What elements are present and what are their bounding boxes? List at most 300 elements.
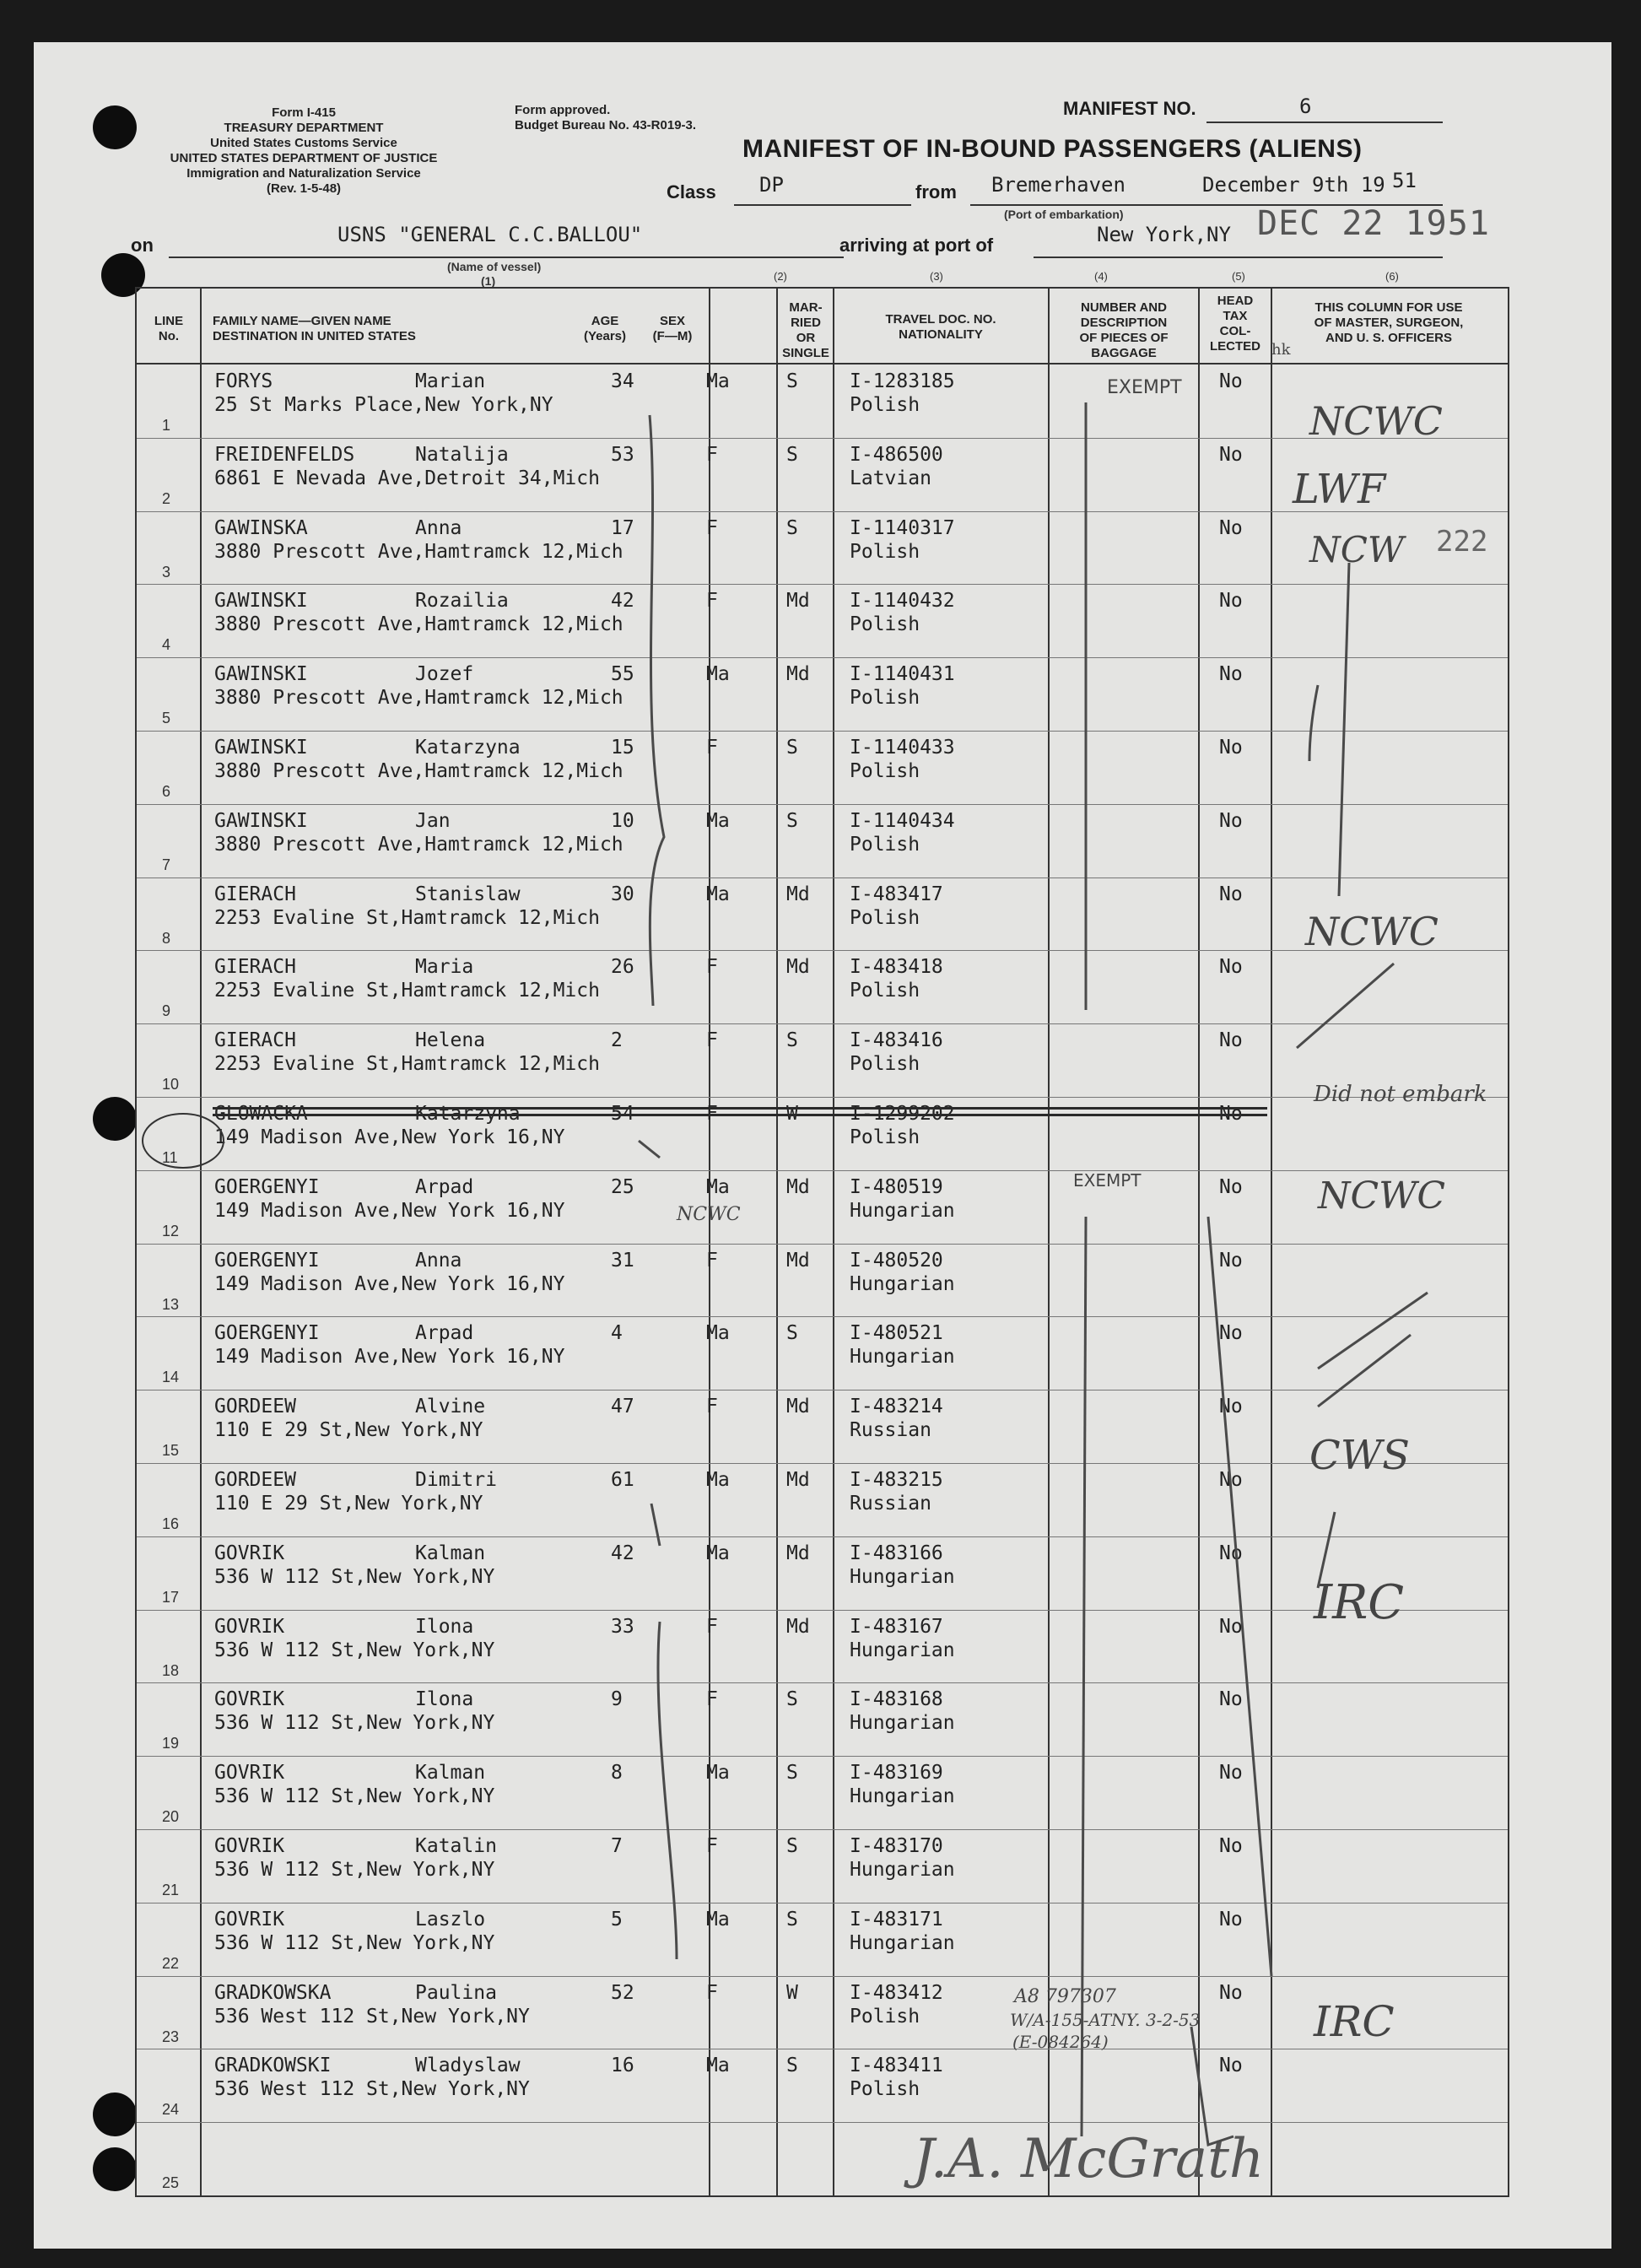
given-name: Katarzyna (415, 1103, 521, 1125)
sex: Ma (706, 2055, 730, 2077)
travel-doc-no: I-483168 (850, 1688, 943, 1711)
sex: Ma (706, 1469, 730, 1491)
nationality: Polish (850, 833, 920, 856)
nationality: Hungarian (850, 1272, 955, 1295)
sex: F (706, 1615, 718, 1638)
col-travel-doc: TRAVEL DOC. NO. NATIONALITY (885, 312, 996, 342)
destination: 536 W 112 St,New York,NY (214, 1859, 495, 1881)
vessel-name: USNS "GENERAL C.C.BALLOU" (337, 223, 643, 246)
on-label: on (131, 235, 154, 256)
age: 10 (611, 809, 634, 832)
line-number: 25 (162, 2174, 180, 2192)
nationality: Polish (850, 613, 920, 636)
nationality: Hungarian (850, 1931, 955, 1954)
destination: 3880 Prescott Ave,Hamtramck 12,Mich (214, 833, 623, 856)
nationality: Polish (850, 2005, 920, 2028)
from-label: from (915, 181, 957, 202)
destination: 2253 Evaline St,Hamtramck 12,Mich (214, 980, 600, 1002)
age: 34 (611, 370, 634, 392)
head-tax: No (1219, 1542, 1243, 1564)
class-label: Class (667, 181, 716, 202)
marital-status: Md (786, 1469, 810, 1491)
given-name: Marian (415, 370, 486, 392)
head-tax: No (1219, 1688, 1243, 1711)
baggage-note: W/A-155-ATNY. 3-2-53 (1010, 2010, 1201, 2030)
head-tax: No (1219, 1762, 1243, 1785)
vessel-colnum: (1) (481, 274, 496, 288)
destination: 536 W 112 St,New York,NY (214, 1565, 495, 1588)
travel-doc-no: I-1140434 (850, 809, 955, 832)
nationality: Hungarian (850, 1785, 955, 1808)
line-number: 12 (162, 1222, 180, 1239)
head-tax: No (1219, 2055, 1243, 2077)
age: 61 (611, 1469, 634, 1491)
given-name: Dimitri (415, 1469, 497, 1491)
destination: 536 W 112 St,New York,NY (214, 1785, 495, 1808)
line-number: 21 (162, 1882, 180, 1898)
sex: Ma (706, 883, 730, 905)
travel-doc-no: I-483214 (850, 1396, 943, 1418)
given-name: Anna (415, 1249, 462, 1272)
baggage-note: (E-084264) (1012, 2032, 1109, 2052)
travel-doc-no: I-483169 (850, 1762, 943, 1785)
head-tax: No (1219, 1103, 1243, 1125)
family-name: GAWINSKI (214, 809, 308, 832)
given-name: Laszlo (415, 1908, 486, 1930)
family-name: GRADKOWSKI (214, 2055, 332, 2077)
given-name: Arpad (415, 1175, 474, 1198)
col-age: AGE (Years) (583, 314, 627, 343)
age: 7 (611, 1835, 623, 1857)
head-tax: No (1219, 1908, 1243, 1930)
marital-status: Md (786, 663, 810, 686)
marital-status: W (786, 1103, 798, 1125)
head-tax: No (1219, 883, 1243, 905)
sex: Ma (706, 1542, 730, 1564)
family-name: GAWINSKA (214, 516, 308, 539)
col-line-no: LINE No. (154, 314, 184, 343)
age: 47 (611, 1396, 634, 1418)
marital-status: S (786, 516, 798, 539)
marital-status: S (786, 737, 798, 759)
destination: 6861 E Nevada Ave,Detroit 34,Mich (214, 467, 600, 489)
marital-status: Md (786, 1249, 810, 1272)
class-value: DP (759, 173, 784, 197)
age: 16 (611, 2055, 634, 2077)
travel-doc-no: I-483170 (850, 1835, 943, 1857)
line-number: 11 (162, 1149, 178, 1166)
manifest-no: 6 (1299, 94, 1312, 118)
family-name: GAWINSKI (214, 737, 308, 759)
line-number: 16 (162, 1515, 180, 1532)
sex: F (706, 590, 718, 613)
family-name: GIERACH (214, 956, 296, 979)
port-caption: (Port of embarkation) (1004, 208, 1124, 221)
destination: 110 E 29 St,New York,NY (214, 1419, 483, 1442)
marital-status: S (786, 1029, 798, 1052)
age: 15 (611, 737, 634, 759)
sex: F (706, 443, 718, 466)
age: 31 (611, 1249, 634, 1272)
agency-note: NCWC (677, 1204, 741, 1225)
destination: 3880 Prescott Ave,Hamtramck 12,Mich (214, 613, 623, 636)
sex: Ma (706, 1322, 730, 1345)
nationality: Polish (850, 760, 920, 782)
travel-doc-no: I-483418 (850, 956, 943, 979)
age: 42 (611, 590, 634, 613)
travel-doc-no: I-483167 (850, 1615, 943, 1638)
given-name: Paulina (415, 1981, 497, 2004)
nationality: Polish (850, 980, 920, 1002)
destination: 3880 Prescott Ave,Hamtramck 12,Mich (214, 687, 623, 710)
destination: 536 W 112 St,New York,NY (214, 1931, 495, 1954)
nationality: Polish (850, 2078, 920, 2101)
arriving-port: New York,NY (1097, 223, 1231, 246)
line-number: 4 (162, 636, 171, 654)
travel-doc-no: I-1140433 (850, 737, 955, 759)
destination: 149 Madison Ave,New York 16,NY (214, 1272, 565, 1295)
travel-doc-no: I-480520 (850, 1249, 943, 1272)
travel-doc-no: I-1140432 (850, 590, 955, 613)
col-num-2: (2) (774, 270, 787, 283)
head-tax: No (1219, 590, 1243, 613)
given-name: Rozailia (415, 590, 509, 613)
head-tax: No (1219, 956, 1243, 979)
sex: F (706, 1835, 718, 1857)
col-officers: THIS COLUMN FOR USE OF MASTER, SURGEON, AND U. S. OFFICERS (1314, 300, 1464, 345)
col-sex: SEX (F—M) (652, 314, 693, 343)
line-number: 13 (162, 1295, 180, 1313)
line-number: 3 (162, 563, 171, 580)
manifest-no-label: MANIFEST NO. (1063, 98, 1196, 119)
line-number: 17 (162, 1588, 180, 1606)
marital-status: W (786, 1981, 798, 2004)
marital-status: Md (786, 1175, 810, 1198)
vessel-caption: (Name of vessel) (447, 260, 542, 273)
marital-status: Md (786, 1396, 810, 1418)
agency-note: CWS (1309, 1432, 1410, 1479)
head-tax: No (1219, 1615, 1243, 1638)
agency-note: NCWC (1309, 398, 1443, 444)
age: 30 (611, 883, 634, 905)
given-name: Ilona (415, 1615, 474, 1638)
officer-signature: J.A. McGrath (913, 2128, 1265, 2190)
destination: 110 E 29 St,New York,NY (214, 1493, 483, 1515)
travel-doc-no: I-480521 (850, 1322, 943, 1345)
travel-doc-no: I-483416 (850, 1029, 943, 1052)
line-number: 18 (162, 1661, 180, 1679)
marital-status: S (786, 1908, 798, 1930)
marital-status: S (786, 1835, 798, 1857)
given-name: Ilona (415, 1688, 474, 1711)
form-approved-note: Form approved. Budget Bureau No. 43-R019-3. (515, 103, 697, 132)
punch-hole (93, 2147, 137, 2191)
family-name: GOERGENYI (214, 1322, 320, 1345)
arriving-label: arriving at port of (839, 235, 994, 256)
agency-note: LWF (1293, 466, 1386, 513)
marital-status: Md (786, 1542, 810, 1564)
pencil-marks (137, 289, 1508, 2195)
marital-status: S (786, 1688, 798, 1711)
family-name: GOVRIK (214, 1688, 285, 1711)
age: 53 (611, 443, 634, 466)
sex: Ma (706, 663, 730, 686)
travel-doc-no: I-1140317 (850, 516, 955, 539)
destination: 3880 Prescott Ave,Hamtramck 12,Mich (214, 760, 623, 782)
family-name: GLOWACKA (214, 1103, 308, 1125)
travel-doc-no: I-1299202 (850, 1103, 955, 1125)
form-agency-block: Form I-415 TREASURY DEPARTMENT United States Customs Service UNITED STATES DEPARTMENT OF JUSTICE Immigration and Naturalization Service (Rev. 1-5-48) (170, 105, 438, 196)
sex: Ma (706, 809, 730, 832)
travel-doc-no: I-483215 (850, 1469, 943, 1491)
line-number: 10 (162, 1076, 180, 1094)
travel-doc-no: I-483411 (850, 2055, 943, 2077)
nationality: Hungarian (850, 1346, 955, 1369)
nationality: Hungarian (850, 1639, 955, 1661)
marital-status: Md (786, 1615, 810, 1638)
sailing-year: 51 (1392, 169, 1417, 192)
nationality: Hungarian (850, 1859, 955, 1881)
head-tax: No (1219, 1469, 1243, 1491)
age: 52 (611, 1981, 634, 2004)
family-name: GOVRIK (214, 1908, 285, 1930)
head-tax: No (1219, 1322, 1243, 1345)
family-name: GORDEEW (214, 1469, 296, 1491)
destination: 2253 Evaline St,Hamtramck 12,Mich (214, 906, 600, 929)
line-number: 5 (162, 710, 171, 727)
strikethrough (213, 1107, 1267, 1110)
given-name: Wladyslaw (415, 2055, 521, 2077)
sex: F (706, 1103, 718, 1125)
family-name: FORYS (214, 370, 273, 392)
age: 42 (611, 1542, 634, 1564)
nationality: Russian (850, 1419, 931, 1442)
age: 5 (611, 1908, 623, 1930)
marital-status: Md (786, 590, 810, 613)
punch-hole (93, 1097, 137, 1141)
head-tax: No (1219, 443, 1243, 466)
col-married: MAR- RIED OR SINGLE (782, 300, 829, 360)
given-name: Katarzyna (415, 737, 521, 759)
nationality: Polish (850, 540, 920, 563)
given-name: Anna (415, 516, 462, 539)
head-tax: No (1219, 737, 1243, 759)
nationality: Latvian (850, 467, 931, 489)
nationality: Polish (850, 394, 920, 416)
col-num-3: (3) (930, 270, 943, 283)
family-name: GIERACH (214, 883, 296, 905)
manifest-page (34, 42, 1611, 2249)
age: 54 (611, 1103, 634, 1125)
age: 17 (611, 516, 634, 539)
destination: 536 W 112 St,New York,NY (214, 1639, 495, 1661)
baggage-exempt-stamp: EXEMPT (1073, 1170, 1142, 1191)
strikethrough (213, 1114, 1267, 1116)
given-name: Natalija (415, 443, 509, 466)
head-tax: No (1219, 1835, 1243, 1857)
manifest-table (135, 270, 1509, 2197)
marital-status: S (786, 2055, 798, 2077)
marital-status: S (786, 809, 798, 832)
agency-note: IRC (1314, 1575, 1405, 1630)
given-name: Helena (415, 1029, 486, 1052)
family-name: GOERGENYI (214, 1249, 320, 1272)
given-name: Alvine (415, 1396, 486, 1418)
age: 55 (611, 663, 634, 686)
sex: Ma (706, 1175, 730, 1198)
document-title: MANIFEST OF IN-BOUND PASSENGERS (ALIENS) (742, 135, 1363, 163)
travel-doc-no: I-1140431 (850, 663, 955, 686)
head-tax: No (1219, 809, 1243, 832)
sex: F (706, 956, 718, 979)
sex: Ma (706, 1908, 730, 1930)
did-not-embark-note: Did not embark (1314, 1082, 1487, 1107)
family-name: GRADKOWSKA (214, 1981, 332, 2004)
agency-note: NCWC (1318, 1174, 1446, 1218)
nationality: Polish (850, 1126, 920, 1148)
head-tax: No (1219, 1249, 1243, 1272)
col-num-5: (5) (1232, 270, 1245, 283)
given-name: Kalman (415, 1762, 486, 1785)
destination: 536 W 112 St,New York,NY (214, 1712, 495, 1735)
sex: F (706, 1981, 718, 2004)
line-number: 22 (162, 1954, 180, 1972)
sex: F (706, 516, 718, 539)
marital-status: S (786, 1762, 798, 1785)
baggage-exempt-stamp: EXEMPT (1107, 377, 1182, 398)
destination: 149 Madison Ave,New York 16,NY (214, 1126, 565, 1148)
line-number: 15 (162, 1442, 180, 1460)
destination: 536 West 112 St,New York,NY (214, 2078, 530, 2101)
age: 9 (611, 1688, 623, 1711)
nationality: Polish (850, 906, 920, 929)
line-number: 19 (162, 1735, 180, 1752)
sex: Ma (706, 1762, 730, 1785)
age: 2 (611, 1029, 623, 1052)
line-number: 6 (162, 783, 171, 800)
destination: 2253 Evaline St,Hamtramck 12,Mich (214, 1053, 600, 1076)
line-number: 1 (162, 417, 171, 434)
marital-status: S (786, 370, 798, 392)
head-tax: No (1219, 1175, 1243, 1198)
agency-note-number: 222 (1436, 525, 1488, 559)
family-name: GIERACH (214, 1029, 296, 1052)
line-number: 23 (162, 2028, 180, 2045)
nationality: Hungarian (850, 1565, 955, 1588)
marital-status: S (786, 443, 798, 466)
nationality: Hungarian (850, 1199, 955, 1222)
line-number: 9 (162, 1002, 171, 1020)
nationality: Hungarian (850, 1712, 955, 1735)
family-name: GOVRIK (214, 1835, 285, 1857)
initials: hk (1271, 341, 1291, 359)
line-number: 2 (162, 489, 171, 507)
marital-status: S (786, 1322, 798, 1345)
arrival-date-stamp: DEC 22 1951 (1257, 204, 1490, 243)
family-name: FREIDENFELDS (214, 443, 355, 466)
family-name: GOVRIK (214, 1615, 285, 1638)
sex: F (706, 1029, 718, 1052)
col-baggage: NUMBER AND DESCRIPTION OF PIECES OF BAGGAGE (1079, 300, 1169, 360)
baggage-note: A8 797307 (1014, 1986, 1116, 2007)
family-name: GOERGENYI (214, 1175, 320, 1198)
destination: 536 West 112 St,New York,NY (214, 2005, 530, 2028)
family-name: GAWINSKI (214, 663, 308, 686)
agency-note: NCW (1309, 529, 1405, 570)
given-name: Jozef (415, 663, 474, 686)
destination: 3880 Prescott Ave,Hamtramck 12,Mich (214, 540, 623, 563)
age: 4 (611, 1322, 623, 1345)
line-number: 14 (162, 1369, 180, 1386)
head-tax: No (1219, 1396, 1243, 1418)
nationality: Polish (850, 687, 920, 710)
agency-note: NCWC (1305, 909, 1439, 954)
travel-doc-no: I-483166 (850, 1542, 943, 1564)
head-tax: No (1219, 1981, 1243, 2004)
col-num-6: (6) (1385, 270, 1399, 283)
line-number: 7 (162, 856, 171, 873)
destination: 149 Madison Ave,New York 16,NY (214, 1199, 565, 1222)
line-number: 20 (162, 1808, 180, 1826)
destination: 25 St Marks Place,New York,NY (214, 394, 553, 416)
age: 33 (611, 1615, 634, 1638)
given-name: Maria (415, 956, 474, 979)
marital-status: Md (786, 883, 810, 905)
age: 26 (611, 956, 634, 979)
given-name: Katalin (415, 1835, 497, 1857)
given-name: Kalman (415, 1542, 486, 1564)
family-name: GORDEEW (214, 1396, 296, 1418)
family-name: GOVRIK (214, 1762, 285, 1785)
head-tax: No (1219, 516, 1243, 539)
age: 8 (611, 1762, 623, 1785)
family-name: GOVRIK (214, 1542, 285, 1564)
col-head-tax: HEAD TAX COL- LECTED (1210, 294, 1260, 354)
col-num-4: (4) (1094, 270, 1108, 283)
travel-doc-no: I-486500 (850, 443, 943, 466)
punch-hole (93, 2092, 137, 2136)
sex: F (706, 1688, 718, 1711)
agency-note: IRC (1314, 1997, 1395, 2046)
nationality: Polish (850, 1053, 920, 1076)
travel-doc-no: I-483412 (850, 1981, 943, 2004)
travel-doc-no: I-483171 (850, 1908, 943, 1930)
line-number: 24 (162, 2101, 180, 2119)
travel-doc-no: I-480519 (850, 1175, 943, 1198)
given-name: Jan (415, 809, 451, 832)
marital-status: Md (786, 956, 810, 979)
sex: F (706, 1249, 718, 1272)
travel-doc-no: I-1283185 (850, 370, 955, 392)
sex: Ma (706, 370, 730, 392)
given-name: Arpad (415, 1322, 474, 1345)
destination: 149 Madison Ave,New York 16,NY (214, 1346, 565, 1369)
head-tax: No (1219, 370, 1243, 392)
sex: F (706, 1396, 718, 1418)
travel-doc-no: I-483417 (850, 883, 943, 905)
family-name: GAWINSKI (214, 590, 308, 613)
head-tax: No (1219, 1029, 1243, 1052)
head-tax: No (1219, 663, 1243, 686)
nationality: Russian (850, 1493, 931, 1515)
age: 25 (611, 1175, 634, 1198)
sex: F (706, 737, 718, 759)
col-name: FAMILY NAME—GIVEN NAME DESTINATION IN UNITED STATES (213, 314, 416, 343)
from-value: Bremerhaven (991, 173, 1125, 197)
line-number: 8 (162, 929, 171, 947)
sailing-date: December 9th 19 (1202, 173, 1385, 197)
given-name: Stanislaw (415, 883, 521, 905)
